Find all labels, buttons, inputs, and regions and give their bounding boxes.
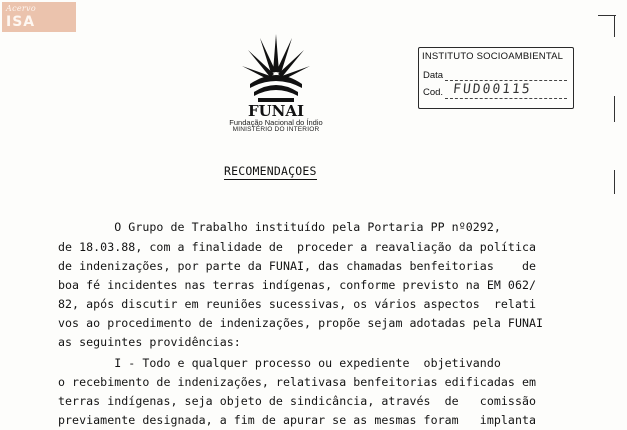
document-heading: RECOMENDAÇOES — [224, 164, 317, 178]
archive-watermark — [2, 2, 76, 32]
body-line: o recebimento de indenizações, relativasa benfeitorias edificadas em — [58, 375, 537, 389]
body-line: de indenizações, por parte da FUNAI, das chamadas benfeitorias de — [58, 259, 537, 273]
body-line: terras indígenas, seja objeto de sindicância, através de comissão — [58, 394, 537, 408]
stamp-data-rule — [445, 80, 567, 81]
body-line: boa fé incidentes nas terras indígenas, conforme previsto na EM 062/ — [58, 278, 537, 292]
org-full-name: Fundação Nacional do Índio — [229, 118, 323, 127]
body-line: I - Todo e qualquer processo ou expediente objetivando — [58, 356, 501, 370]
crop-mark — [614, 96, 615, 122]
stamp-cod-rule — [445, 98, 567, 99]
funai-logo-icon — [240, 32, 312, 104]
org-name: FUNAI — [247, 102, 305, 120]
crop-mark — [614, 170, 615, 194]
stamp-data-label: Data — [423, 70, 444, 81]
ministry-name: MINISTÉRIO DO INTERIOR — [232, 126, 320, 133]
body-line: as seguintes providências: — [58, 335, 241, 349]
body-line: de 18.03.88, com a finalidade de proceder a reavaliação da política — [58, 240, 537, 254]
crop-mark — [614, 15, 615, 37]
body-line: 82, após discutir em reuniões sucessivas, os vários aspectos relati — [58, 297, 537, 311]
body-line: O Grupo de Trabalho instituído pela Portaria PP nº0292, — [58, 220, 501, 234]
watermark-line-2: ISA — [6, 14, 36, 30]
stamp-title: INSTITUTO SOCIOAMBIENTAL — [422, 51, 564, 62]
stamp-cod-label: Cod. — [423, 87, 444, 98]
body-line: vos ao procedimento de indenizações, propõe sejam adotadas pela FUNAI — [58, 316, 544, 330]
body-line: previamente designada, a fim de apurar se as mesmas foram implanta — [58, 413, 537, 427]
archive-stamp — [418, 47, 574, 109]
watermark-line-1: Acervo — [6, 4, 36, 13]
stamp-cod-value: FUD00115 — [452, 82, 533, 97]
